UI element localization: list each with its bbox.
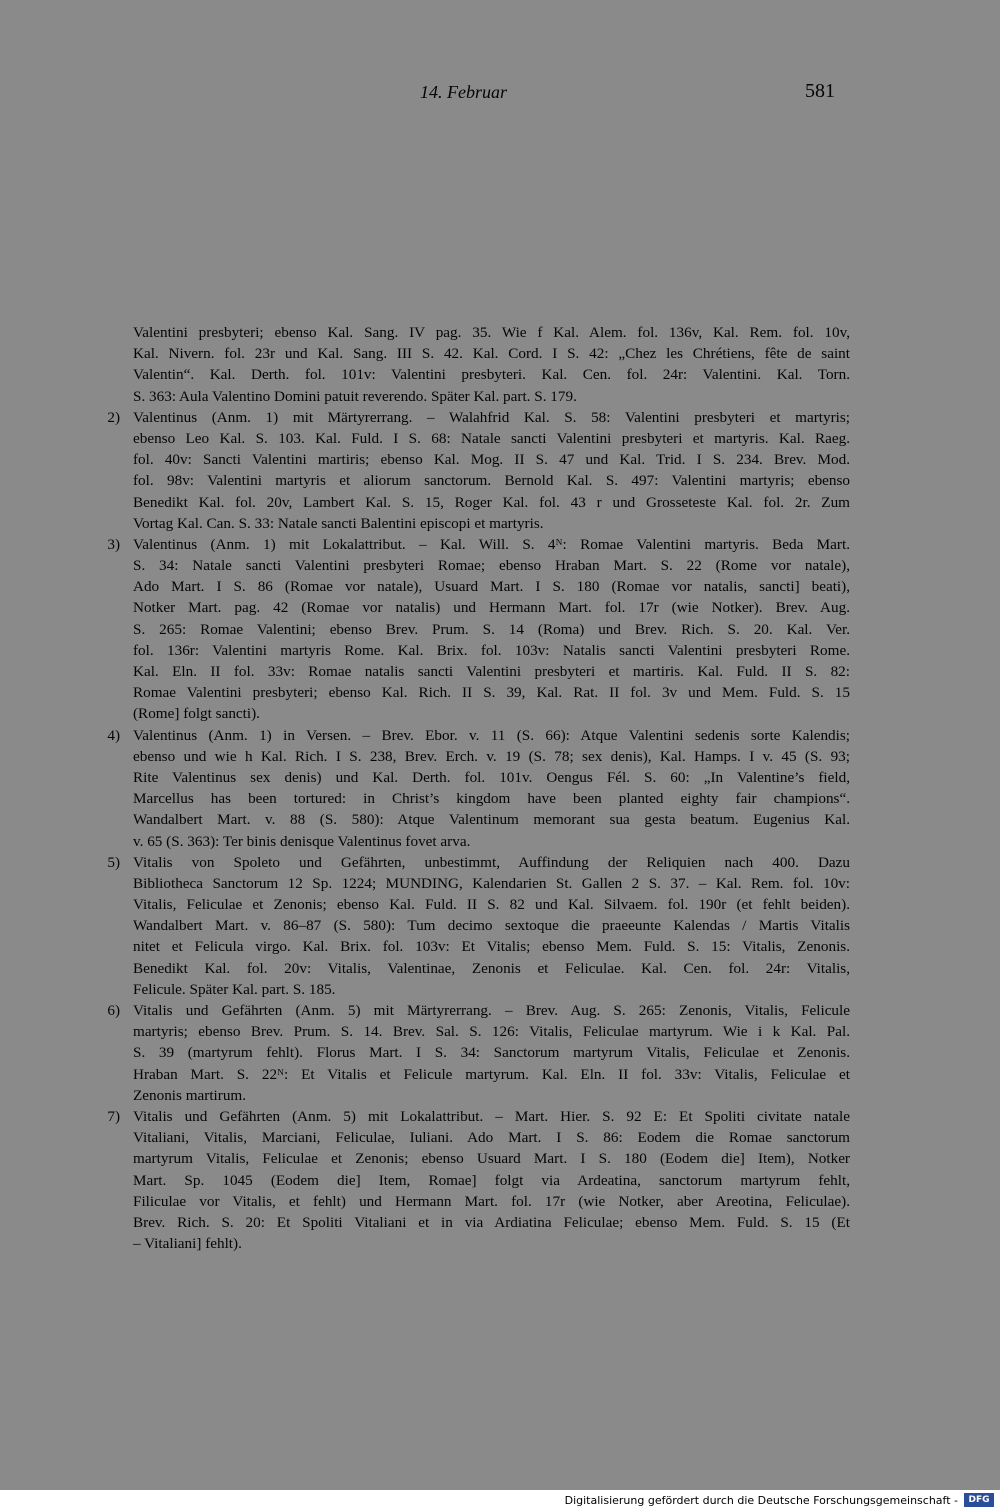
- note-text: Romae Valentini presbyteri; ebenso Kal. Rich. II S. 39, Kal. Rat. II fol. 3v und Mem. Fuld. S. 15: [133, 684, 850, 702]
- note-line: [90, 597, 850, 618]
- note-line: [90, 894, 850, 915]
- note-text: Felicule. Später Kal. part. S. 185.: [133, 980, 336, 998]
- note-line: [90, 767, 850, 788]
- page-number: 581: [805, 80, 835, 102]
- note-text: ebenso und wie h Kal. Rich. I S. 238, Brev. Erch. v. 19 (S. 78; sex denis), Kal. Hamps. I v. 45 (S. 93;: [133, 747, 850, 765]
- footer-bar: [0, 1490, 1000, 1511]
- note-line: [90, 831, 850, 852]
- note-text: Valentini presbyteri; ebenso Kal. Sang. IV pag. 35. Wie f Kal. Alem. fol. 136v, Kal. Rem. fol. 10v,: [133, 324, 850, 341]
- note-line: [90, 322, 850, 343]
- note-line: [90, 364, 850, 385]
- note-number: 3): [107, 535, 120, 553]
- note-text: Bibliotheca Sanctorum 12 Sp. 1224; MUNDING, Kalendarien St. Gallen 2 S. 37. – Kal. Rem. fol. 10v:: [133, 874, 850, 892]
- note-text: Vitalis und Gefährten (Anm. 5) mit Lokalattribut. – Mart. Hier. S. 92 E: Et Spoliti civitate natale: [133, 1107, 850, 1125]
- note-text: fol. 40v: Sancti Valentini martiris; ebenso Kal. Mog. II S. 47 und Kal. Trid. I S. 234. Brev. Mod.: [133, 451, 850, 469]
- note-line: [90, 1148, 850, 1169]
- running-title: 14. Februar: [420, 82, 507, 102]
- note-text: Wandalbert Mart. v. 88 (S. 580): Atque Valentinum memorant sua gesta beatum. Eugenius Kal.: [133, 811, 850, 829]
- note-text: – Vitaliani] fehlt).: [133, 1235, 242, 1253]
- note-line: [90, 661, 850, 682]
- note-line: [90, 343, 850, 364]
- note-line: [90, 428, 850, 449]
- note-line: [90, 513, 850, 534]
- note-line: [90, 1127, 850, 1148]
- note-text: S. 363: Aula Valentino Domini patuit reverendo. Später Kal. part. S. 179.: [133, 387, 577, 405]
- note-line: [90, 852, 850, 873]
- note-text: Marcellus has been tortured: in Christ’s kingdom have been planted eighty fair champions“.: [133, 790, 850, 808]
- note-text: Zenonis martirum.: [133, 1086, 247, 1104]
- note-line: [90, 492, 850, 513]
- note-text: Kal. Eln. II fol. 33v: Romae natalis sancti Valentini presbyteri et martiris. Kal. Fuld. II S. 82:: [133, 663, 850, 680]
- note-line: [90, 1000, 850, 1021]
- note-text: Ado Mart. I S. 86 (Romae vor natale), Usuard Mart. I S. 180 (Romae vor natalis, sancti] beati),: [133, 578, 850, 596]
- note-line: [90, 746, 850, 767]
- note-line: [90, 1170, 850, 1191]
- note-text: S. 265: Romae Valentini; ebenso Brev. Prum. S. 14 (Roma) und Brev. Rich. S. 20. Kal. Ver.: [133, 620, 850, 638]
- note-line: [90, 703, 850, 724]
- note-text: Vitalis und Gefährten (Anm. 5) mit Märtyrerrang. – Brev. Aug. S. 265: Zenonis, Vitalis, Felicule: [133, 1002, 850, 1019]
- note-text: S. 39 (martyrum fehlt). Florus Mart. I S. 34: Sanctorum martyrum Vitalis, Feliculae et Zenonis.: [133, 1044, 850, 1062]
- note-text: Benedikt Kal. fol. 20v: Vitalis, Valentinae, Zenonis et Feliculae. Kal. Cen. fol. 24r: Vitalis,: [133, 959, 850, 977]
- note-text: Vitalis, Feliculae et Zenonis; ebenso Kal. Fuld. II S. 82 und Kal. Silvaem. fol. 190r (et fehlt beiden).: [133, 896, 850, 914]
- note-text: Valentinus (Anm. 1) mit Märtyrerrang. – Walahfrid Kal. S. 58: Valentini presbyteri et martyris;: [133, 408, 850, 426]
- note-line: [90, 470, 850, 491]
- note-line: [90, 958, 850, 979]
- note-number: 7): [107, 1107, 120, 1125]
- note-line: [90, 1064, 850, 1085]
- note-number: 6): [107, 1002, 120, 1019]
- footer-credit-text: Digitalisierung gefördert durch die Deutsche Forschungsgemeinschaft -: [564, 1494, 958, 1507]
- note-line: [90, 1212, 850, 1233]
- note-line: [90, 407, 850, 428]
- note-line: [90, 534, 850, 555]
- note-text: v. 65 (S. 363): Ter binis denisque Valentinus fovet arva.: [133, 832, 471, 850]
- note-text: Valentinus (Anm. 1) in Versen. – Brev. Ebor. v. 11 (S. 66): Atque Valentini sedenis sorte Kalendis;: [133, 726, 850, 744]
- note-line: [90, 1233, 850, 1254]
- note-line: [90, 725, 850, 746]
- note-text: fol. 98v: Valentini martyris et aliorum sanctorum. Bernold Kal. S. 497: Valentini martyris; ebenso: [133, 472, 850, 490]
- note-line: [90, 1191, 850, 1212]
- note-text: (Rome] folgt sancti).: [133, 705, 260, 723]
- note-line: [90, 576, 850, 597]
- note-text: fol. 136r: Valentini martyris Rome. Kal. Brix. fol. 103v: Natalis sancti Valentini presbyteri Rome.: [133, 641, 850, 659]
- note-text: Wandalbert Mart. v. 86–87 (S. 580): Tum decimo sextoque die praeeunte Kalendas / Martis Vitalis: [133, 917, 850, 935]
- note-number: 4): [107, 726, 120, 744]
- note-text: Filiculae vor Vitalis, et fehlt) und Hermann Mart. fol. 17r (wie Notker, aber Areotina, Feliculae).: [133, 1192, 850, 1210]
- note-line: [90, 1021, 850, 1042]
- note-text: nitet et Felicula virgo. Kal. Brix. fol. 103v: Et Vitalis; ebenso Mem. Fuld. S. 15: Vitalis, Zenonis.: [133, 938, 850, 956]
- note-line: [90, 640, 850, 661]
- note-line: [90, 386, 850, 407]
- note-text: Valentin“. Kal. Derth. fol. 101v: Valentini presbyteri. Kal. Cen. fol. 24r: Valentini. Kal. Torn.: [133, 366, 850, 384]
- note-text: Vortag Kal. Can. S. 33: Natale sancti Balentini episcopi et martyris.: [133, 514, 544, 532]
- note-line: [90, 915, 850, 936]
- note-line: [90, 619, 850, 640]
- note-text: Brev. Rich. S. 20: Et Spoliti Vitaliani et in via Ardiatina Feliculae; ebenso Mem. Fuld. S. 15 (Et: [133, 1213, 850, 1231]
- note-line: [90, 1106, 850, 1127]
- note-line: [90, 809, 850, 830]
- note-line: [90, 1042, 850, 1063]
- note-line: [90, 1085, 850, 1106]
- note-text: Hraban Mart. S. 22ᴺ: Et Vitalis et Felicule martyrum. Kal. Eln. II fol. 33v: Vitalis, Feliculae et: [133, 1065, 850, 1083]
- note-text: Kal. Nivern. fol. 23r und Kal. Sang. III S. 42. Kal. Cord. I S. 42: „Chez les Chrétiens, fête de saint: [133, 345, 850, 363]
- note-line: [90, 555, 850, 576]
- note-text: Rite Valentinus sex denis) und Kal. Derth. fol. 101v. Oengus Fél. S. 60: „In Valentine’s field,: [133, 768, 850, 786]
- note-text: ebenso Leo Kal. S. 103. Kal. Fuld. I S. 68: Natale sancti Valentini presbyteri et martyris. Kal. Raeg.: [133, 429, 850, 447]
- note-text: martyris; ebenso Brev. Prum. S. 14. Brev. Sal. S. 126: Vitalis, Feliculae martyrum. Wie i k Kal. Pal.: [133, 1023, 850, 1041]
- note-line: [90, 873, 850, 894]
- footnotes-block: [90, 322, 850, 1254]
- note-text: S. 34: Natale sancti Valentini presbyteri Romae; ebenso Hraban Mart. S. 22 (Rome vor natale),: [133, 557, 850, 575]
- note-number: 5): [107, 853, 120, 871]
- note-line: [90, 936, 850, 957]
- note-line: [90, 449, 850, 470]
- note-text: Mart. Sp. 1045 (Eodem die] Item, Romae] folgt via Ardeatina, sanctorum martyrum fehlt,: [133, 1171, 850, 1189]
- note-number: 2): [107, 408, 120, 426]
- note-text: martyrum Vitalis, Feliculae et Zenonis; ebenso Usuard Mart. I S. 180 (Eodem die] Item), Notker: [133, 1150, 850, 1168]
- note-text: Valentinus (Anm. 1) mit Lokalattribut. – Kal. Will. S. 4ᴺ: Romae Valentini martyris. Beda Mart.: [133, 535, 850, 553]
- note-text: Notker Mart. pag. 42 (Romae vor natalis) und Hermann Mart. fol. 17r (wie Notker). Brev. Aug.: [133, 599, 850, 617]
- note-line: [90, 979, 850, 1000]
- note-text: Vitalis von Spoleto und Gefährten, unbestimmt, Auffindung der Reliquien nach 400. Dazu: [133, 853, 850, 871]
- dfg-logo: DFG: [964, 1493, 994, 1507]
- note-text: Vitaliani, Vitalis, Marciani, Feliculae, Iuliani. Ado Mart. I S. 86: Eodem die Romae sanctorum: [133, 1129, 850, 1147]
- note-line: [90, 682, 850, 703]
- note-line: [90, 788, 850, 809]
- note-text: Benedikt Kal. fol. 20v, Lambert Kal. S. 15, Roger Kal. fol. 43 r und Grosseteste Kal. fol. 2r. Zum: [133, 493, 850, 511]
